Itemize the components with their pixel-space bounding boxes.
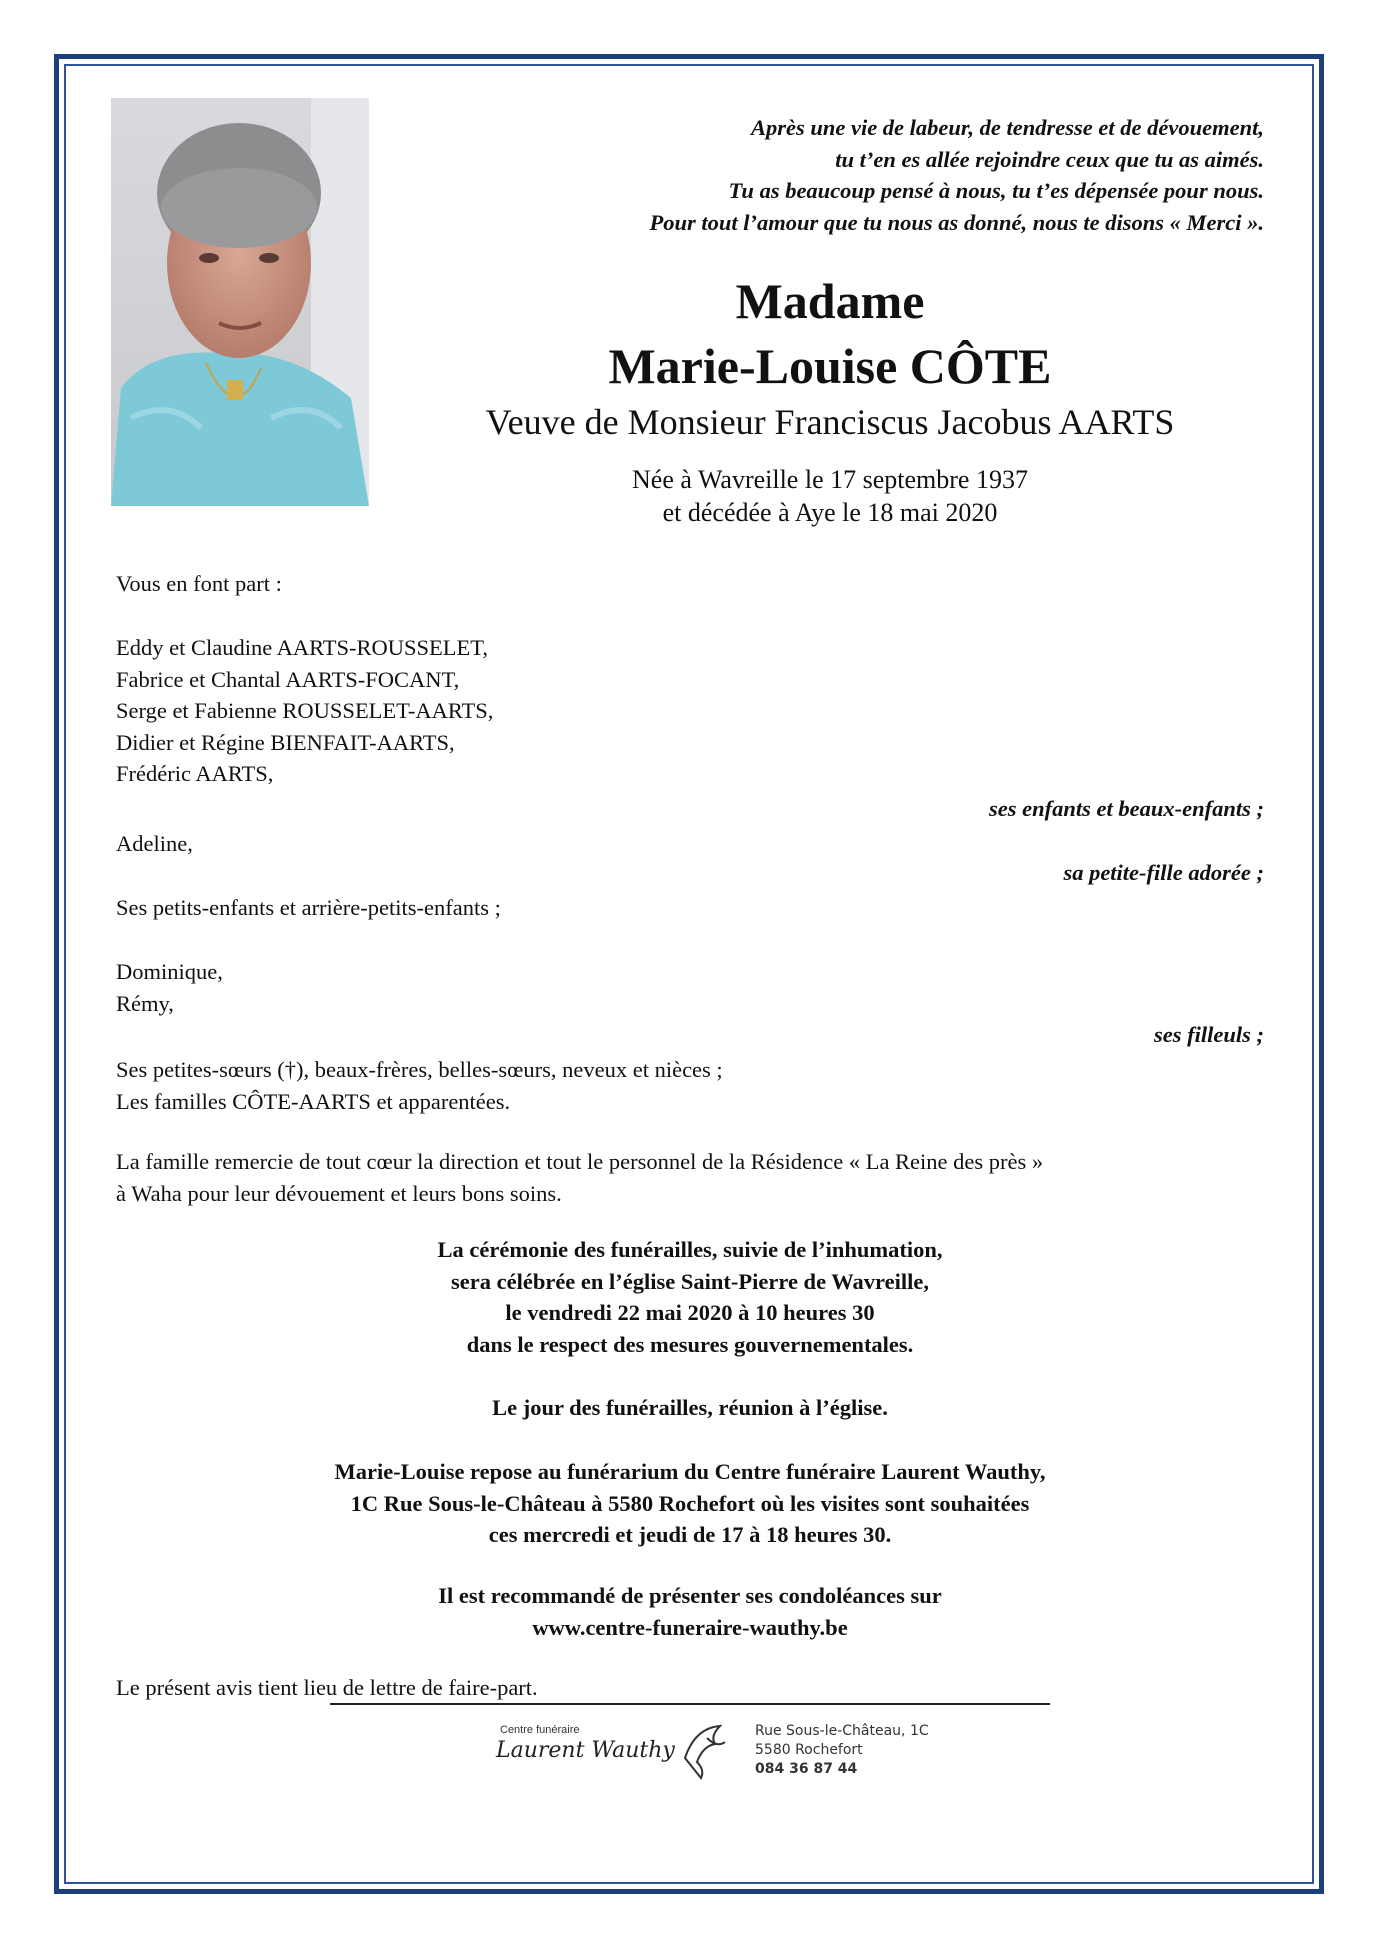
ceremony-line: sera célébrée en l’église Saint-Pierre de Wavreille,	[451, 1268, 929, 1294]
funerarium-line: 1C Rue Sous-le-Château à 5580 Rochefort où les visites sont souhaitées	[350, 1490, 1030, 1516]
granddaughter-label: sa petite-fille adorée ;	[1063, 860, 1264, 885]
granddaughter: Adeline,	[116, 831, 193, 856]
list-item: Serge et Fabienne ROUSSELET-AARTS,	[116, 698, 494, 723]
list-item: Les familles CÔTE-AARTS et apparentées.	[116, 1088, 511, 1114]
deceased-name: Marie-Louise CÔTE	[608, 338, 1052, 394]
logo-small-text: Centre funéraire	[500, 1724, 580, 1736]
funerarium	[160, 1456, 1220, 1551]
list-item: Ses petites-sœurs (†), beaux-frères, belles-sœurs, neveux et nièces ;	[116, 1057, 723, 1082]
list-item: Dominique,	[116, 959, 223, 984]
poem-line: Pour tout l’amour que tu nous as donné, nous te disons « Merci ».	[649, 209, 1264, 235]
portrait-photo	[111, 98, 369, 506]
phone-number: 084 36 87 44	[755, 1761, 858, 1777]
funerarium-line: ces mercredi et jeudi de 17 à 18 heures 30.	[488, 1522, 892, 1547]
logo-script-text: Laurent Wauthy	[496, 1738, 675, 1763]
logo-address	[755, 1722, 929, 1779]
grandchildren: Ses petits-enfants et arrière-petits-enfants ;	[116, 895, 501, 920]
thanks-line: à Waha pour leur dévouement et leurs bons soins.	[116, 1180, 562, 1206]
birth-date: Née à Wavreille le 17 septembre 1937	[632, 465, 1028, 494]
condolences	[160, 1580, 1220, 1643]
thanks	[116, 1146, 1268, 1209]
ceremony	[160, 1234, 1220, 1360]
list-item: Eddy et Claudine AARTS-ROUSSELET,	[116, 635, 488, 660]
dove-icon	[675, 1718, 735, 1782]
godchildren-list	[116, 956, 1268, 1019]
ceremony-line: dans le respect des mesures gouvernementales.	[466, 1331, 914, 1357]
godchildren-label: ses filleuls ;	[1154, 1022, 1264, 1047]
meeting: Le jour des funérailles, réunion à l’église.	[492, 1395, 888, 1420]
ceremony-line: La cérémonie des funérailles, suivie de l’inhumation,	[437, 1237, 943, 1262]
closing: Le présent avis tient lieu de lettre de faire-part.	[116, 1675, 538, 1700]
thanks-line: La famille remercie de tout cœur la direction et tout le personnel de la Résidence « La Reine des près »	[116, 1149, 1044, 1174]
website-link[interactable]: www.centre-funeraire-wauthy.be	[532, 1614, 848, 1640]
address-line: Rue Sous-le-Château, 1C	[755, 1723, 929, 1739]
death-date: et décédée à Aye le 18 mai 2020	[662, 498, 998, 527]
poem-line: tu t’en es allée rejoindre ceux que tu as aimés.	[835, 146, 1264, 172]
poem-line: Tu as beaucoup pensé à nous, tu t’es dépensée pour nous.	[728, 178, 1264, 203]
list-item: Rémy,	[116, 990, 174, 1016]
honorific: Madame	[735, 273, 925, 329]
widow-of: Veuve de Monsieur Franciscus Jacobus AARTS	[485, 402, 1175, 442]
announce: Vous en font part :	[116, 571, 282, 596]
children-list	[116, 632, 1268, 790]
ceremony-line: le vendredi 22 mai 2020 à 10 heures 30	[505, 1300, 875, 1325]
poem-line: Après une vie de labeur, de tendresse et de dévouement,	[750, 115, 1264, 140]
list-item: Fabrice et Chantal AARTS-FOCANT,	[116, 666, 460, 692]
poem	[420, 112, 1264, 238]
relatives	[116, 1054, 1268, 1117]
list-item: Frédéric AARTS,	[116, 761, 274, 786]
divider	[330, 1703, 1050, 1705]
address-line: 5580 Rochefort	[755, 1742, 863, 1758]
children-label: ses enfants et beaux-enfants ;	[989, 796, 1264, 821]
condolences-text: Il est recommandé de présenter ses condoléances sur	[438, 1583, 942, 1608]
funeral-home-logo	[490, 1712, 940, 1812]
list-item: Didier et Régine BIENFAIT-AARTS,	[116, 729, 455, 755]
funerarium-line: Marie-Louise repose au funérarium du Centre funéraire Laurent Wauthy,	[334, 1459, 1046, 1484]
